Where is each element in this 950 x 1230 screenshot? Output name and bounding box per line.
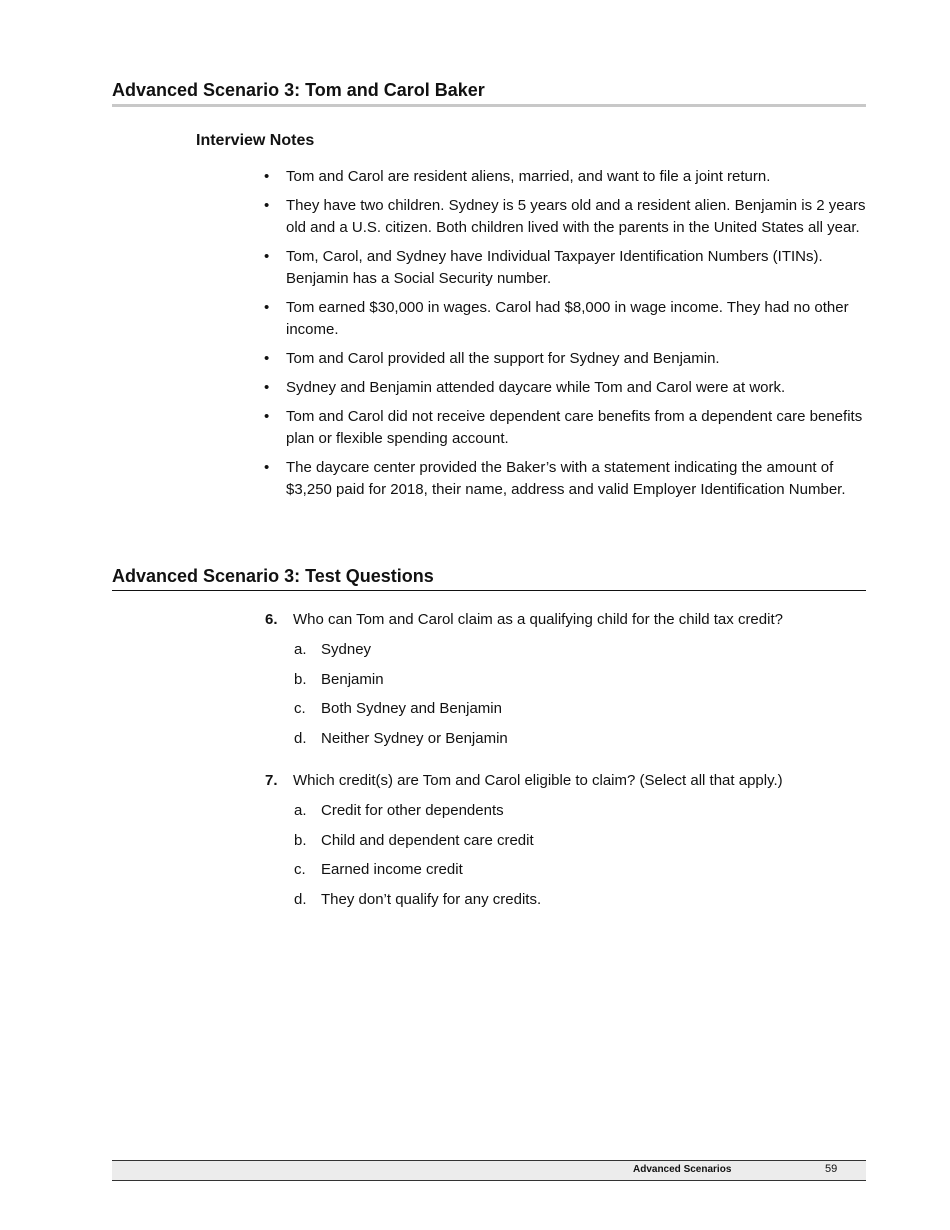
note-item: [264, 457, 874, 501]
page-footer: [112, 1160, 866, 1181]
bullet-icon: •: [264, 197, 270, 214]
question-text: Which credit(s) are Tom and Carol eligible to claim? (Select all that apply.): [293, 772, 783, 789]
option-letter: a.: [294, 802, 307, 819]
note-text: Sydney and Benjamin attended daycare while Tom and Carol were at work.: [286, 379, 786, 396]
answer-option: [265, 728, 865, 750]
question-stem: [265, 770, 865, 792]
answer-option: [265, 889, 865, 911]
note-item: [264, 348, 874, 370]
bullet-icon: •: [264, 408, 270, 425]
option-letter: d.: [294, 890, 307, 908]
note-text: Tom, Carol, and Sydney have Individual Taxpayer Identification Numbers (ITINs). Benjamin has a Social Security number.: [286, 248, 823, 287]
bullet-icon: •: [264, 168, 270, 185]
question-number: 6.: [265, 611, 278, 628]
question-stem: [265, 609, 865, 631]
answer-option: [265, 859, 865, 881]
option-text: Child and dependent care credit: [321, 831, 534, 849]
bullet-icon: •: [264, 379, 270, 396]
bullet-icon: •: [264, 299, 270, 316]
note-item: [264, 195, 874, 239]
note-text: Tom earned $30,000 in wages. Carol had $8,000 in wage income. They had no other income.: [286, 299, 849, 338]
bullet-icon: •: [264, 248, 270, 265]
answer-option: [265, 800, 865, 822]
note-item: [264, 297, 874, 341]
answer-option: [265, 698, 865, 720]
question-6: [265, 609, 865, 757]
option-text: Credit for other dependents: [321, 802, 504, 819]
interview-notes-heading: Interview Notes: [196, 132, 315, 149]
question-7: [265, 770, 865, 918]
note-item: [264, 377, 874, 399]
option-letter: b.: [294, 670, 307, 688]
option-letter: b.: [294, 831, 307, 849]
answer-options: [265, 639, 865, 750]
scenario-title: Advanced Scenario 3: Tom and Carol Baker: [112, 80, 866, 107]
question-number: 7.: [265, 772, 278, 789]
answer-option: [265, 830, 865, 852]
note-item: [264, 406, 874, 450]
note-item: [264, 166, 874, 188]
question-text: Who can Tom and Carol claim as a qualifying child for the child tax credit?: [293, 611, 783, 628]
option-text: Neither Sydney or Benjamin: [321, 729, 508, 747]
bullet-icon: •: [264, 350, 270, 367]
note-text: They have two children. Sydney is 5 years old and a resident alien. Benjamin is 2 years old and a U.S. citizen. Both children lived with the parents in the United States all year.: [286, 197, 866, 236]
footer-section-label: Advanced Scenarios: [633, 1164, 732, 1175]
answer-options: [265, 800, 865, 911]
option-text: Benjamin: [321, 670, 384, 688]
option-text: Earned income credit: [321, 861, 463, 878]
page-number: 59: [825, 1163, 838, 1175]
option-text: Sydney: [321, 641, 372, 658]
answer-option: [265, 639, 865, 661]
option-letter: c.: [294, 861, 306, 878]
note-item: [264, 246, 874, 290]
note-text: The daycare center provided the Baker’s with a statement indicating the amount of $3,250 paid for 2018, their name, address and valid Employer Identification Number.: [286, 459, 846, 498]
option-text: Both Sydney and Benjamin: [321, 700, 502, 717]
option-letter: d.: [294, 729, 307, 747]
option-letter: a.: [294, 641, 307, 658]
answer-option: [265, 669, 865, 691]
interview-notes-list: [264, 166, 874, 508]
note-text: Tom and Carol did not receive dependent care benefits from a dependent care benefits plan or flexible spending account.: [286, 408, 863, 447]
bullet-icon: •: [264, 459, 270, 476]
option-letter: c.: [294, 700, 306, 717]
test-questions-title: Advanced Scenario 3: Test Questions: [112, 566, 866, 591]
note-text: Tom and Carol provided all the support for Sydney and Benjamin.: [286, 350, 720, 367]
option-text: They don’t qualify for any credits.: [321, 890, 542, 908]
note-text: Tom and Carol are resident aliens, married, and want to file a joint return.: [286, 168, 771, 185]
